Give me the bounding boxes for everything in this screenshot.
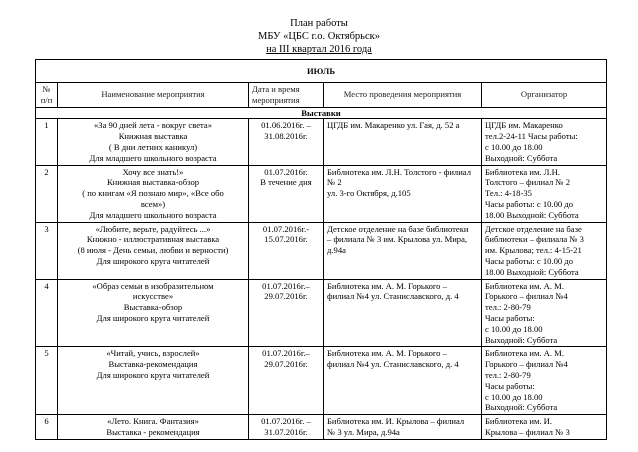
event-place (324, 279, 482, 347)
event-organizer-line: 18.00 Выходной: Суббота (485, 209, 579, 220)
event-name-line: Хочу все знать!» (122, 166, 184, 177)
event-place-line: Библиотека им. А. М. Горького – (327, 348, 447, 359)
event-date-line: 01.07.2016г.– (262, 348, 310, 359)
col-header-date: Дата и время мероприятия (249, 83, 324, 108)
event-place-line: д.94а (327, 245, 346, 256)
plan-title: План работы (290, 18, 348, 29)
event-name-line: «Лето. Книга. Фантазия» (107, 416, 199, 427)
event-organizer-line: тел.: 2-80-79 (485, 302, 531, 313)
column-header-row (36, 83, 607, 108)
event-organizer-line: Выходной: Суббота (485, 402, 558, 413)
event-organizer-line: тел.2-24-11 Часы работы: (485, 131, 578, 142)
event-place-line: Детское отделение на базе библиотеки (327, 223, 469, 234)
event-organizer (482, 119, 607, 165)
event-date-line: 15.07.2016г. (264, 234, 308, 245)
event-name-line: «Читай, учись, взрослей» (106, 348, 200, 359)
event-organizer-line: Часы работы: (485, 380, 535, 391)
row-number: 3 (36, 222, 58, 279)
row-number: 4 (36, 279, 58, 347)
event-name-line: «За 90 дней лета - вокруг света» (93, 120, 212, 131)
event-date (249, 119, 324, 165)
event-name-line: «Образ семьи в изобразительном (92, 280, 214, 291)
event-organizer-line: Крылова – филиал № 3 (485, 426, 570, 437)
event-date-line: 01.06.2016г. – (261, 120, 311, 131)
event-place (324, 415, 482, 440)
event-organizer-line: с 10.00 до 18.00 (485, 391, 543, 402)
col-header-organizer: Организатор (482, 83, 607, 108)
event-organizer-line: с 10.00 до 18.00 (485, 141, 543, 152)
event-date (249, 165, 324, 222)
event-name (58, 347, 249, 415)
event-name-line: искусстве» (132, 291, 174, 302)
table-row (36, 119, 607, 165)
event-organizer-line: Библиотека им. И. (485, 416, 553, 427)
event-place-line: филиал №4 ул. Станиславского, д. 4 (327, 291, 459, 302)
document-header (0, 17, 638, 56)
event-organizer-line: 18.00 Выходной: Суббота (485, 266, 579, 277)
event-organizer-line: Часы работы: с 10.00 до (485, 198, 573, 209)
event-name (58, 415, 249, 440)
col-header-number: № п/п (36, 83, 58, 108)
event-name-line: ( по книгам «Я познаю мир», «Все обо (82, 188, 224, 199)
table-row (36, 222, 607, 279)
event-name-line: Выставка-обзор (123, 302, 183, 313)
event-name-line: Выставка-рекомендация (108, 359, 198, 370)
event-date (249, 415, 324, 440)
event-date-line: 29.07.2016г. (264, 359, 308, 370)
table-row (36, 415, 607, 440)
event-place-line: № 3 ул. Мира, д.94а (327, 426, 400, 437)
table-row (36, 165, 607, 222)
event-date-line: 31.08.2016г. (264, 131, 308, 142)
event-organizer-line: тел.: 2-80-79 (485, 369, 531, 380)
event-name-line: Книжная выставка-обзор (106, 177, 200, 188)
event-place (324, 347, 482, 415)
row-number: 6 (36, 415, 58, 440)
event-name-line: всем») (140, 198, 166, 209)
event-organizer-line: Детское отделение на базе (485, 223, 582, 234)
event-date-line: 01.07.2016г.- (262, 223, 310, 234)
event-name-line: Для широкого круга читателей (96, 369, 210, 380)
event-place (324, 165, 482, 222)
event-date (249, 279, 324, 347)
event-organizer-line: ЦГДБ им. Макаренко (485, 120, 563, 131)
event-organizer-line: Толстого – филиал № 2 (485, 177, 571, 188)
event-name-line: «Любите, верьте, радуйтесь ...» (95, 223, 211, 234)
event-organizer-line: Часы работы: с 10.00 до (485, 255, 573, 266)
event-date-line: 01.07.2016г. – (261, 416, 311, 427)
event-place-line: № 2 (327, 177, 342, 188)
event-date (249, 222, 324, 279)
event-name (58, 222, 249, 279)
event-organizer-line: Библиотека им. А. М. (485, 348, 564, 359)
month-label: ИЮЛЬ (36, 60, 607, 83)
row-number: 1 (36, 119, 58, 165)
event-name-line: Для широкого круга читателей (96, 255, 210, 266)
event-organizer-line: Библиотека им. Л.Н. (485, 166, 561, 177)
table-row (36, 347, 607, 415)
event-organizer-line: с 10.00 до 18.00 (485, 323, 543, 334)
event-name-line: Для младшего школьного возраста (89, 209, 217, 220)
event-name-line: Для младшего школьного возраста (89, 152, 217, 163)
event-place (324, 222, 482, 279)
row-number: 5 (36, 347, 58, 415)
event-organizer-line: Часы работы: (485, 312, 535, 323)
event-place-line: Библиотека им. Л.Н. Толстого - филиал (327, 166, 471, 177)
event-name-line: (8 июля - День семьи, любви и верности) (77, 245, 229, 256)
event-name (58, 119, 249, 165)
events-table (35, 59, 607, 440)
event-organizer (482, 347, 607, 415)
event-organizer-line: Тел.: 4-18-35 (485, 188, 532, 199)
event-date-line: 01.07.2016г.– (262, 280, 310, 291)
event-organizer (482, 279, 607, 347)
event-name-line: Для широкого круга читателей (96, 312, 210, 323)
event-place (324, 119, 482, 165)
event-organizer (482, 222, 607, 279)
event-organizer-line: Выходной: Суббота (485, 152, 558, 163)
event-place-line: Библиотека им. И. Крылова – филиал (327, 416, 465, 427)
col-header-name: Наименование мероприятия (58, 83, 249, 108)
event-place-line: ул. 3-го Октября, д.105 (327, 188, 411, 199)
event-date-line: 01.07.2016г. (264, 166, 308, 177)
event-name-line: Выставка - рекомендация (106, 426, 200, 437)
event-name (58, 165, 249, 222)
event-place-line: филиал №4 ул. Станиславского, д. 4 (327, 359, 459, 370)
plan-period: на III квартал 2016 года (266, 44, 372, 55)
col-header-place: Место проведения мероприятия (324, 83, 482, 108)
event-name-line: Книжная выставка (118, 131, 188, 142)
event-organizer-line: Горького – филиал №4 (485, 291, 568, 302)
event-place-line: – филиала № 3 им. Крылова ул. Мира, (327, 234, 468, 245)
event-organizer-line: им. Крылова; тел.: 4-15-21 (485, 245, 582, 256)
event-organizer-line: Библиотека им. А. М. (485, 280, 564, 291)
event-place-line: ЦГДБ им. Макаренко ул. Гая, д. 52 а (327, 120, 460, 131)
event-name-line: Книжно - иллюстративная выставка (86, 234, 220, 245)
organization-name: МБУ «ЦБС г.о. Октябрьск» (258, 31, 380, 42)
event-date (249, 347, 324, 415)
event-date-line: 29.07.2016г. (264, 291, 308, 302)
event-organizer (482, 165, 607, 222)
event-date-line: В течение дня (260, 177, 312, 188)
event-organizer (482, 415, 607, 440)
event-organizer-line: библиотеки – филиала № 3 (485, 234, 584, 245)
table-row (36, 279, 607, 347)
row-number: 2 (36, 165, 58, 222)
event-name-line: ( В дни летних каникул) (108, 141, 198, 152)
event-place-line: Библиотека им. А. М. Горького – (327, 280, 447, 291)
event-name (58, 279, 249, 347)
section-row (36, 107, 607, 119)
month-row (36, 60, 607, 83)
event-organizer-line: Горького – филиал №4 (485, 359, 568, 370)
event-date-line: 31.07.2016г. (264, 426, 308, 437)
section-label: Выставки (36, 107, 607, 119)
event-organizer-line: Выходной: Суббота (485, 334, 558, 345)
